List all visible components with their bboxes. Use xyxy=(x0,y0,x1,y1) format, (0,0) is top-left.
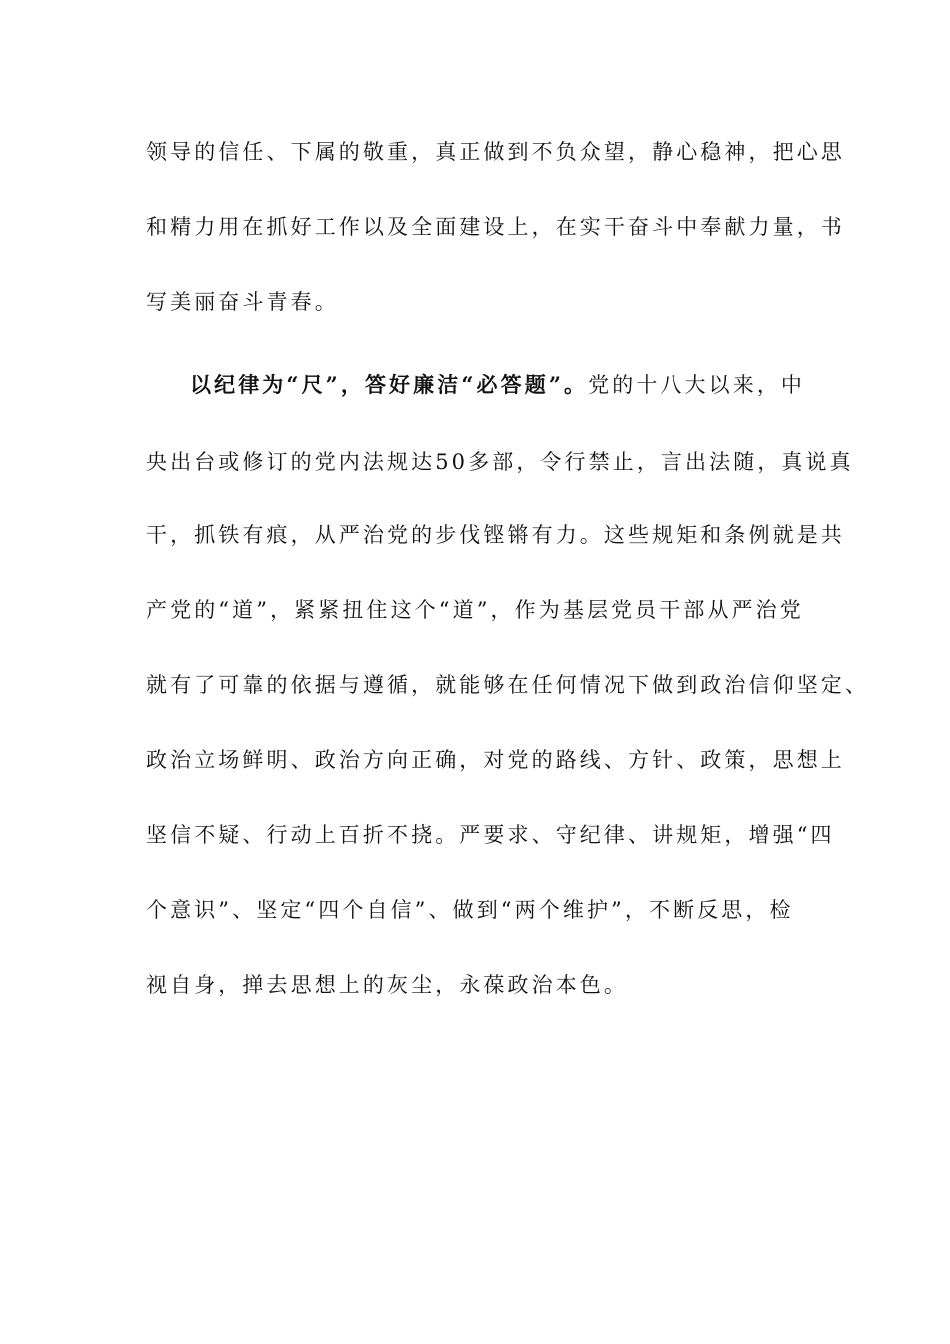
paragraph-2-heading: 以纪律为“尺”，答好廉洁“必答题”。 xyxy=(190,372,589,397)
paragraph-2-line-4: 产党的“道”，紧紧扭住这个“道”，作为基层党员干部从严治党 xyxy=(146,598,804,622)
paragraph-2-line-5: 就有了可靠的依据与遵循，就能够在任何情况下做到政治信仰坚定、 xyxy=(146,673,869,697)
paragraph-2-line-7: 坚信不疑、行动上百折不挠。严要求、守纪律、讲规矩，增强“四 xyxy=(146,823,835,847)
paragraph-2-line-3: 干，抓铁有痕，从严治党的步伐铿锵有力。这些规矩和条例就是共 xyxy=(146,523,845,547)
paragraph-2-line-2: 央出台或修订的党内法规达50多部，令行禁止，言出法随，真说真 xyxy=(146,450,854,474)
paragraph-1-line-1: 领导的信任、下属的敬重，真正做到不负众望，静心稳神，把心思 xyxy=(146,140,845,164)
paragraph-2-line-9: 视自身，掸去思想上的灰尘，永葆政治本色。 xyxy=(146,973,628,997)
paragraph-2-line-6: 政治立场鲜明、政治方向正确，对党的路线、方针、政策，思想上 xyxy=(146,748,845,772)
paragraph-2-line-1 xyxy=(190,370,805,400)
paragraph-2-line-8: 个意识”、坚定“四个自信”、做到“两个维护”，不断反思，检 xyxy=(146,898,794,922)
paragraph-1-line-2: 和精力用在抓好工作以及全面建设上，在实干奋斗中奉献力量，书 xyxy=(146,215,845,239)
paragraph-2-first-line-rest: 党的十八大以来，中 xyxy=(588,373,806,397)
paragraph-1-line-3: 写美丽奋斗青春。 xyxy=(146,290,339,314)
